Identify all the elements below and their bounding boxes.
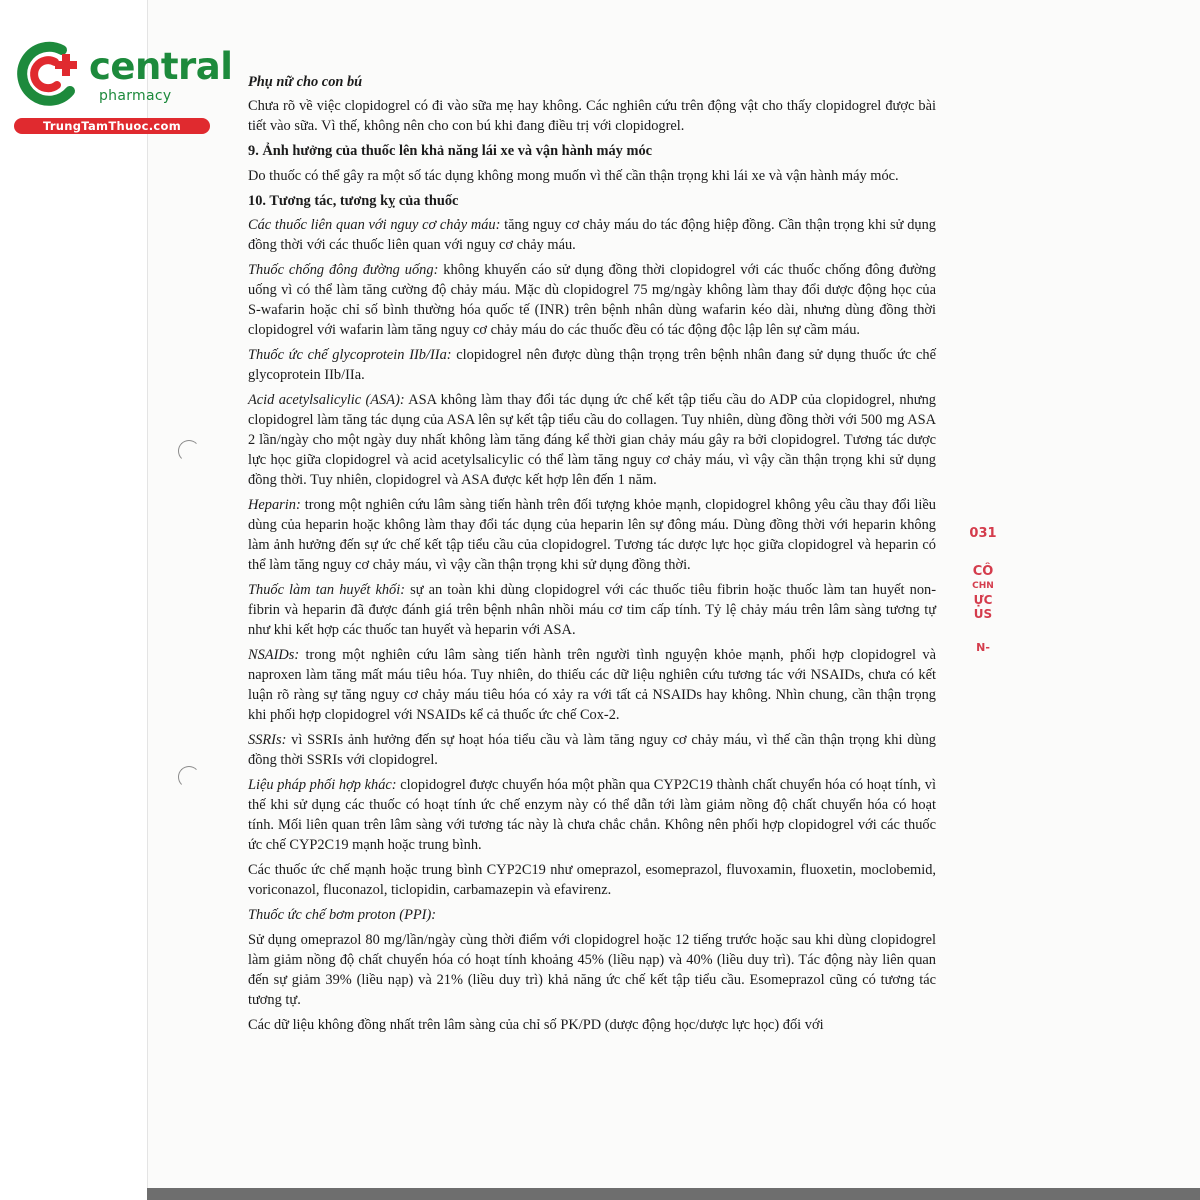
paragraph-nsaids <box>248 645 936 725</box>
paragraph-other-therapy <box>248 775 936 855</box>
paragraph-text: trong một nghiên cứu lâm sàng tiến hành trên đối tượng khỏe mạnh, clopidogrel không yêu cầu thay đổi liều dùng của heparin hoặc không làm thay đổi tác dụng của heparin lên sự đông máu. Dùng đồng thời với heparin không làm ảnh hưởng đến sự ức chế kết tập tiểu cầu của clopidogrel. Tương tác dược lực học giữa clopidogrel và heparin có thể làm tăng nguy cơ chảy máu, vì vậy cần thận trọng khi sử dụng đồng thời. <box>248 497 936 573</box>
paragraph-text: clopidogrel nên được dùng thận trọng trên bệnh nhân đang sử dụng thuốc ức chế glycoprotein IIb/IIa. <box>248 347 936 383</box>
paragraph-label: NSAIDs: <box>248 647 300 663</box>
paragraph-ppi-label: Thuốc ức chế bơm proton (PPI): <box>248 907 437 923</box>
stamp-text: US <box>973 607 993 621</box>
paragraph-label: Liệu pháp phối hợp khác: <box>248 777 397 793</box>
paragraph-text: trong một nghiên cứu lâm sàng tiến hành trên người tình nguyện khỏe mạnh, phối hợp clopidogrel và naproxen làm tăng mất máu tiêu hóa. Tuy nhiên, do thiếu các dữ liệu nghiên cứu tương tác với NSAIDs, chưa có kết luận rõ ràng sự tăng nguy cơ chảy máu tiêu hóa có xảy ra với tất cả NSAIDs hay không. Nhìn chung, cần thận trọng khi phối hợp clopidogrel với NSAIDs kể cả thuốc ức chế Cox-2. <box>248 647 936 723</box>
logo-sub-text: pharmacy <box>99 88 172 104</box>
punch-hole-mark <box>178 440 200 462</box>
logo-site-banner: TrungTamThuoc.com <box>14 118 210 134</box>
paragraph-text: không khuyến cáo sử dụng đồng thời clopidogrel với các thuốc chống đông đường uống vì có thể làm tăng cường độ chảy máu. Mặc dù clopidogrel 75 mg/ngày không làm thay đổi dược động học của S-wafarin hoặc chỉ số bình thường hóa quốc tế (INR) trên bệnh nhân dùng wafarin kéo dài, nhưng dùng đồng thời clopidogrel với wafarin làm tăng nguy cơ chảy máu do các thuốc đều có tác động độc lập lên sự cầm máu. <box>248 262 936 338</box>
paragraph-glycoprotein <box>248 345 936 385</box>
punch-hole-mark <box>178 766 200 788</box>
paragraph-ssris <box>248 730 936 770</box>
left-margin <box>0 0 147 1200</box>
paragraph-asa <box>248 390 936 490</box>
paragraph-label: Acid acetylsalicylic (ASA): <box>248 392 405 408</box>
central-pharmacy-logo[interactable] <box>10 36 233 136</box>
paragraph-heparin <box>248 495 936 575</box>
page-bottom-edge <box>147 1188 1200 1200</box>
stamp-text: ỰC <box>973 593 993 607</box>
section-10-title: 10. Tương tác, tương kỵ của thuốc <box>248 193 459 209</box>
paragraph-text: sự an toàn khi dùng clopidogrel với các thuốc tiêu fibrin hoặc thuốc làm tan huyết non-fibrin và heparin đã được đánh giá trên bệnh nhân nhồi máu cơ tim cấp tính. Tỷ lệ chảy máu trên lâm sàng tương tự như khi kết hợp các thuốc tan huyết và heparin với ASA. <box>248 582 936 638</box>
paragraph-label: Thuốc ức chế glycoprotein IIb/IIa: <box>248 347 452 363</box>
section-9-body: Do thuốc có thể gây ra một số tác dụng không mong muốn vì thế cần thận trọng khi lái xe và vận hành máy móc. <box>248 168 899 184</box>
paragraph-text: tăng nguy cơ chảy máu do tác động hiệp đồng. Cần thận trọng khi sử dụng đồng thời với các thuốc liên quan với nguy cơ chảy máu. <box>248 217 936 253</box>
paragraph-pkpd: Các dữ liệu không đồng nhất trên lâm sàng của chỉ số PK/PD (dược động học/dược lực học) đối với <box>248 1017 824 1033</box>
paragraph-label: Thuốc chống đông đường uống: <box>248 262 439 278</box>
document-content <box>248 72 936 1035</box>
paragraph-label: Các thuốc liên quan với nguy cơ chảy máu: <box>248 217 501 233</box>
paragraph-thrombolytics <box>248 580 936 640</box>
section-9-title: 9. Ảnh hưởng của thuốc lên khả năng lái xe và vận hành máy móc <box>248 143 653 159</box>
paragraph-text: vì SSRIs ảnh hưởng đến sự hoạt hóa tiểu cầu và làm tăng nguy cơ chảy máu, vì thế cần thận trọng khi dùng đồng thời SSRIs với clopidogrel. <box>248 732 936 768</box>
stamp-text: N- <box>976 641 990 654</box>
stamp-text: CHN <box>972 581 994 591</box>
paragraph-ppi: Sử dụng omeprazol 80 mg/lần/ngày cùng thời điểm với clopidogrel hoặc 12 tiếng trước hoặc sau khi dùng clopidogrel làm giảm nồng độ chất chuyển hóa có hoạt tính khoảng 45% (liều nạp) và 40% (liều duy trì). Tác động này liên quan đến sự giảm 39% (liều nạp) và 21% (liều duy trì) khả năng ức chế kết tập tiểu cầu. Esomeprazol cũng có tương tác tương tự. <box>248 932 936 1008</box>
paragraph-text: ASA không làm thay đổi tác dụng ức chế kết tập tiểu cầu do ADP của clopidogrel, nhưng clopidogrel làm tăng tác dụng của ASA lên sự kết tập tiểu cầu do collagen. Tuy nhiên, dùng đồng thời với 500 mg ASA 2 lần/ngày cho một ngày duy nhất không làm tăng đáng kể thời gian chảy máu gây ra bởi clopidogrel. Tương tác dược lực học giữa clopidogrel và acid acetylsalicylic có thể làm tăng nguy cơ chảy máu, vì vậy cần thận trọng khi sử dụng đồng thời. Tuy nhiên, clopidogrel và ASA được kết hợp lên đến 1 năm. <box>248 392 936 488</box>
paragraph-label: SSRIs: <box>248 732 287 748</box>
paragraph-bleeding-drugs <box>248 215 936 255</box>
logo-brand-text: central <box>89 45 233 88</box>
stamp-text: CÔ <box>972 564 994 579</box>
paragraph-text: clopidogrel được chuyển hóa một phần qua CYP2C19 thành chất chuyển hóa có hoạt tính, vì thế khi sử dụng các thuốc có hoạt tính ức chế enzym này có thể dẫn tới làm giảm nồng độ chất chuyển hóa có hoạt tính. Mối liên quan trên lâm sàng với tương tác này là chưa chắc chắn. Không nên phối hợp clopidogrel với các thuốc ức chế CYP2C19 mạnh hoặc trung bình. <box>248 777 936 853</box>
paragraph-label: Heparin: <box>248 497 301 513</box>
paragraph-label: Thuốc làm tan huyết khối: <box>248 582 406 598</box>
paragraph-oral-anticoagulants <box>248 260 936 340</box>
logo-mark-icon <box>10 36 88 114</box>
section-breastfeeding-body: Chưa rõ về việc clopidogrel có đi vào sữa mẹ hay không. Các nghiên cứu trên động vật cho thấy clopidogrel được bài tiết vào sữa. Vì thế, không nên cho con bú khi đang điều trị với clopidogrel. <box>248 98 936 134</box>
stamp-text: 031 <box>969 526 997 541</box>
side-stamp <box>968 527 998 655</box>
paragraph-cyp2c19-inhibitors: Các thuốc ức chế mạnh hoặc trung bình CYP2C19 như omeprazol, esomeprazol, fluvoxamin, fluoxetin, moclobemid, voriconazol, fluconazol, ticlopidin, carbamazepin và efavirenz. <box>248 862 936 898</box>
section-breastfeeding-title: Phụ nữ cho con bú <box>248 74 363 90</box>
